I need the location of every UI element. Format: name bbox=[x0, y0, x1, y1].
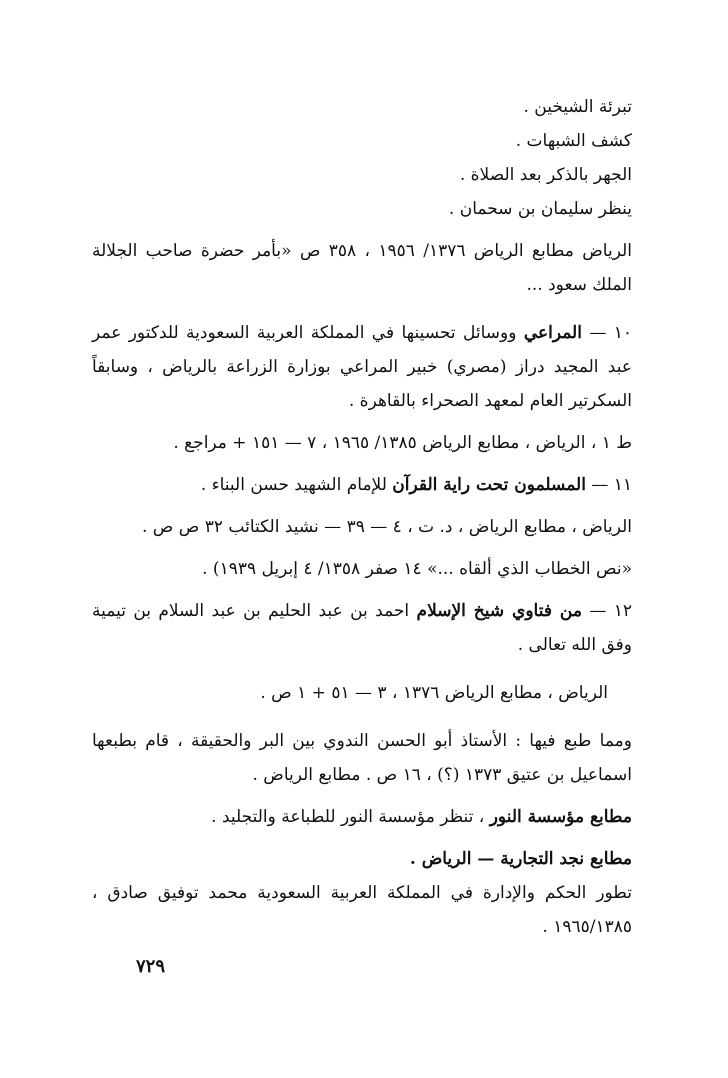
entry-number: ١٠ — bbox=[581, 323, 632, 343]
publisher-title: مطابع مؤسسة النور bbox=[489, 807, 632, 827]
entry-note: ومما طبع فيها : الأستاذ أبو الحسن الندوي بين البر والحقيقة ، قام بطبعها اسماعيل بن عتيق ١٣٧٣ (؟) ، ١٦ ص . مطابع الرياض . bbox=[92, 731, 632, 785]
entry-number: ١١ — bbox=[585, 475, 632, 495]
publisher-text: ، تنظر مؤسسة النور للطباعة والتجليد . bbox=[211, 807, 490, 827]
publication-info: الرياض مطابع الرياض ١٣٧٦/ ١٩٥٦ ، ٣٥٨ ص «بأمر حضرة صاحب الجلالة الملك سعود ... bbox=[92, 241, 633, 295]
page-number: ٧٢٩ bbox=[136, 956, 166, 977]
entry-note: تطور الحكم والإدارة في المملكة العربية السعودية محمد توفيق صادق ، ١٩٦٥/١٣٨٥ . bbox=[92, 883, 632, 937]
entry-text: للإمام الشهيد حسن البناء . bbox=[200, 475, 393, 495]
entry-title: المسلمون تحت راية القرآن bbox=[392, 475, 586, 495]
entry-note: «نص الخطاب الذي ألقاه ...» ١٤ صفر ١٣٥٨/ ٤ إبريل ١٩٣٩) . bbox=[202, 559, 632, 579]
entry-title: المراعي bbox=[523, 323, 582, 343]
text-line: تبرئة الشيخين . bbox=[523, 97, 632, 117]
entry-12 bbox=[92, 594, 632, 662]
entry-text: ووسائل تحسينها في المملكة العربية السعودية للدكتور عمر عبد المجيد دراز (مصري) خبير المراعي بوزارة الزراعة بالرياض ، وسابقاً السكرتير العام لمعهد الصحراء بالقاهرة . bbox=[92, 323, 632, 411]
entry-10 bbox=[92, 316, 632, 418]
publication-info: الرياض ، مطابع الرياض ١٣٧٦ ، ٣ — ٥١ + ١ ص . bbox=[260, 683, 608, 703]
entry-text: احمد بن عبد الحليم بن عبد السلام بن تيمية وفق الله تعالى . bbox=[92, 601, 632, 655]
text-line: كشف الشبهات . bbox=[515, 131, 632, 151]
publication-info: الرياض ، مطابع الرياض ، د. ت ، ٤ — ٣٩ — نشيد الكتائب ٣٢ ص ص . bbox=[142, 517, 632, 537]
text-line: ينظر سليمان بن سحمان . bbox=[448, 199, 632, 219]
publisher-title: مطابع نجد التجارية — الرياض . bbox=[409, 849, 632, 869]
publisher-entry bbox=[92, 842, 632, 876]
publisher-entry bbox=[92, 800, 632, 834]
document-page bbox=[92, 90, 632, 1038]
text-line: الجهر بالذكر بعد الصلاة . bbox=[459, 165, 632, 185]
publication-info: ط ١ ، الرياض ، مطابع الرياض ١٣٨٥/ ١٩٦٥ ، ٧ — ١٥١ + مراجع . bbox=[173, 433, 632, 453]
entry-title: من فتاوي شيخ الإسلام bbox=[416, 601, 582, 621]
entry-11 bbox=[92, 468, 632, 502]
entry-number: ١٢ — bbox=[581, 601, 633, 621]
